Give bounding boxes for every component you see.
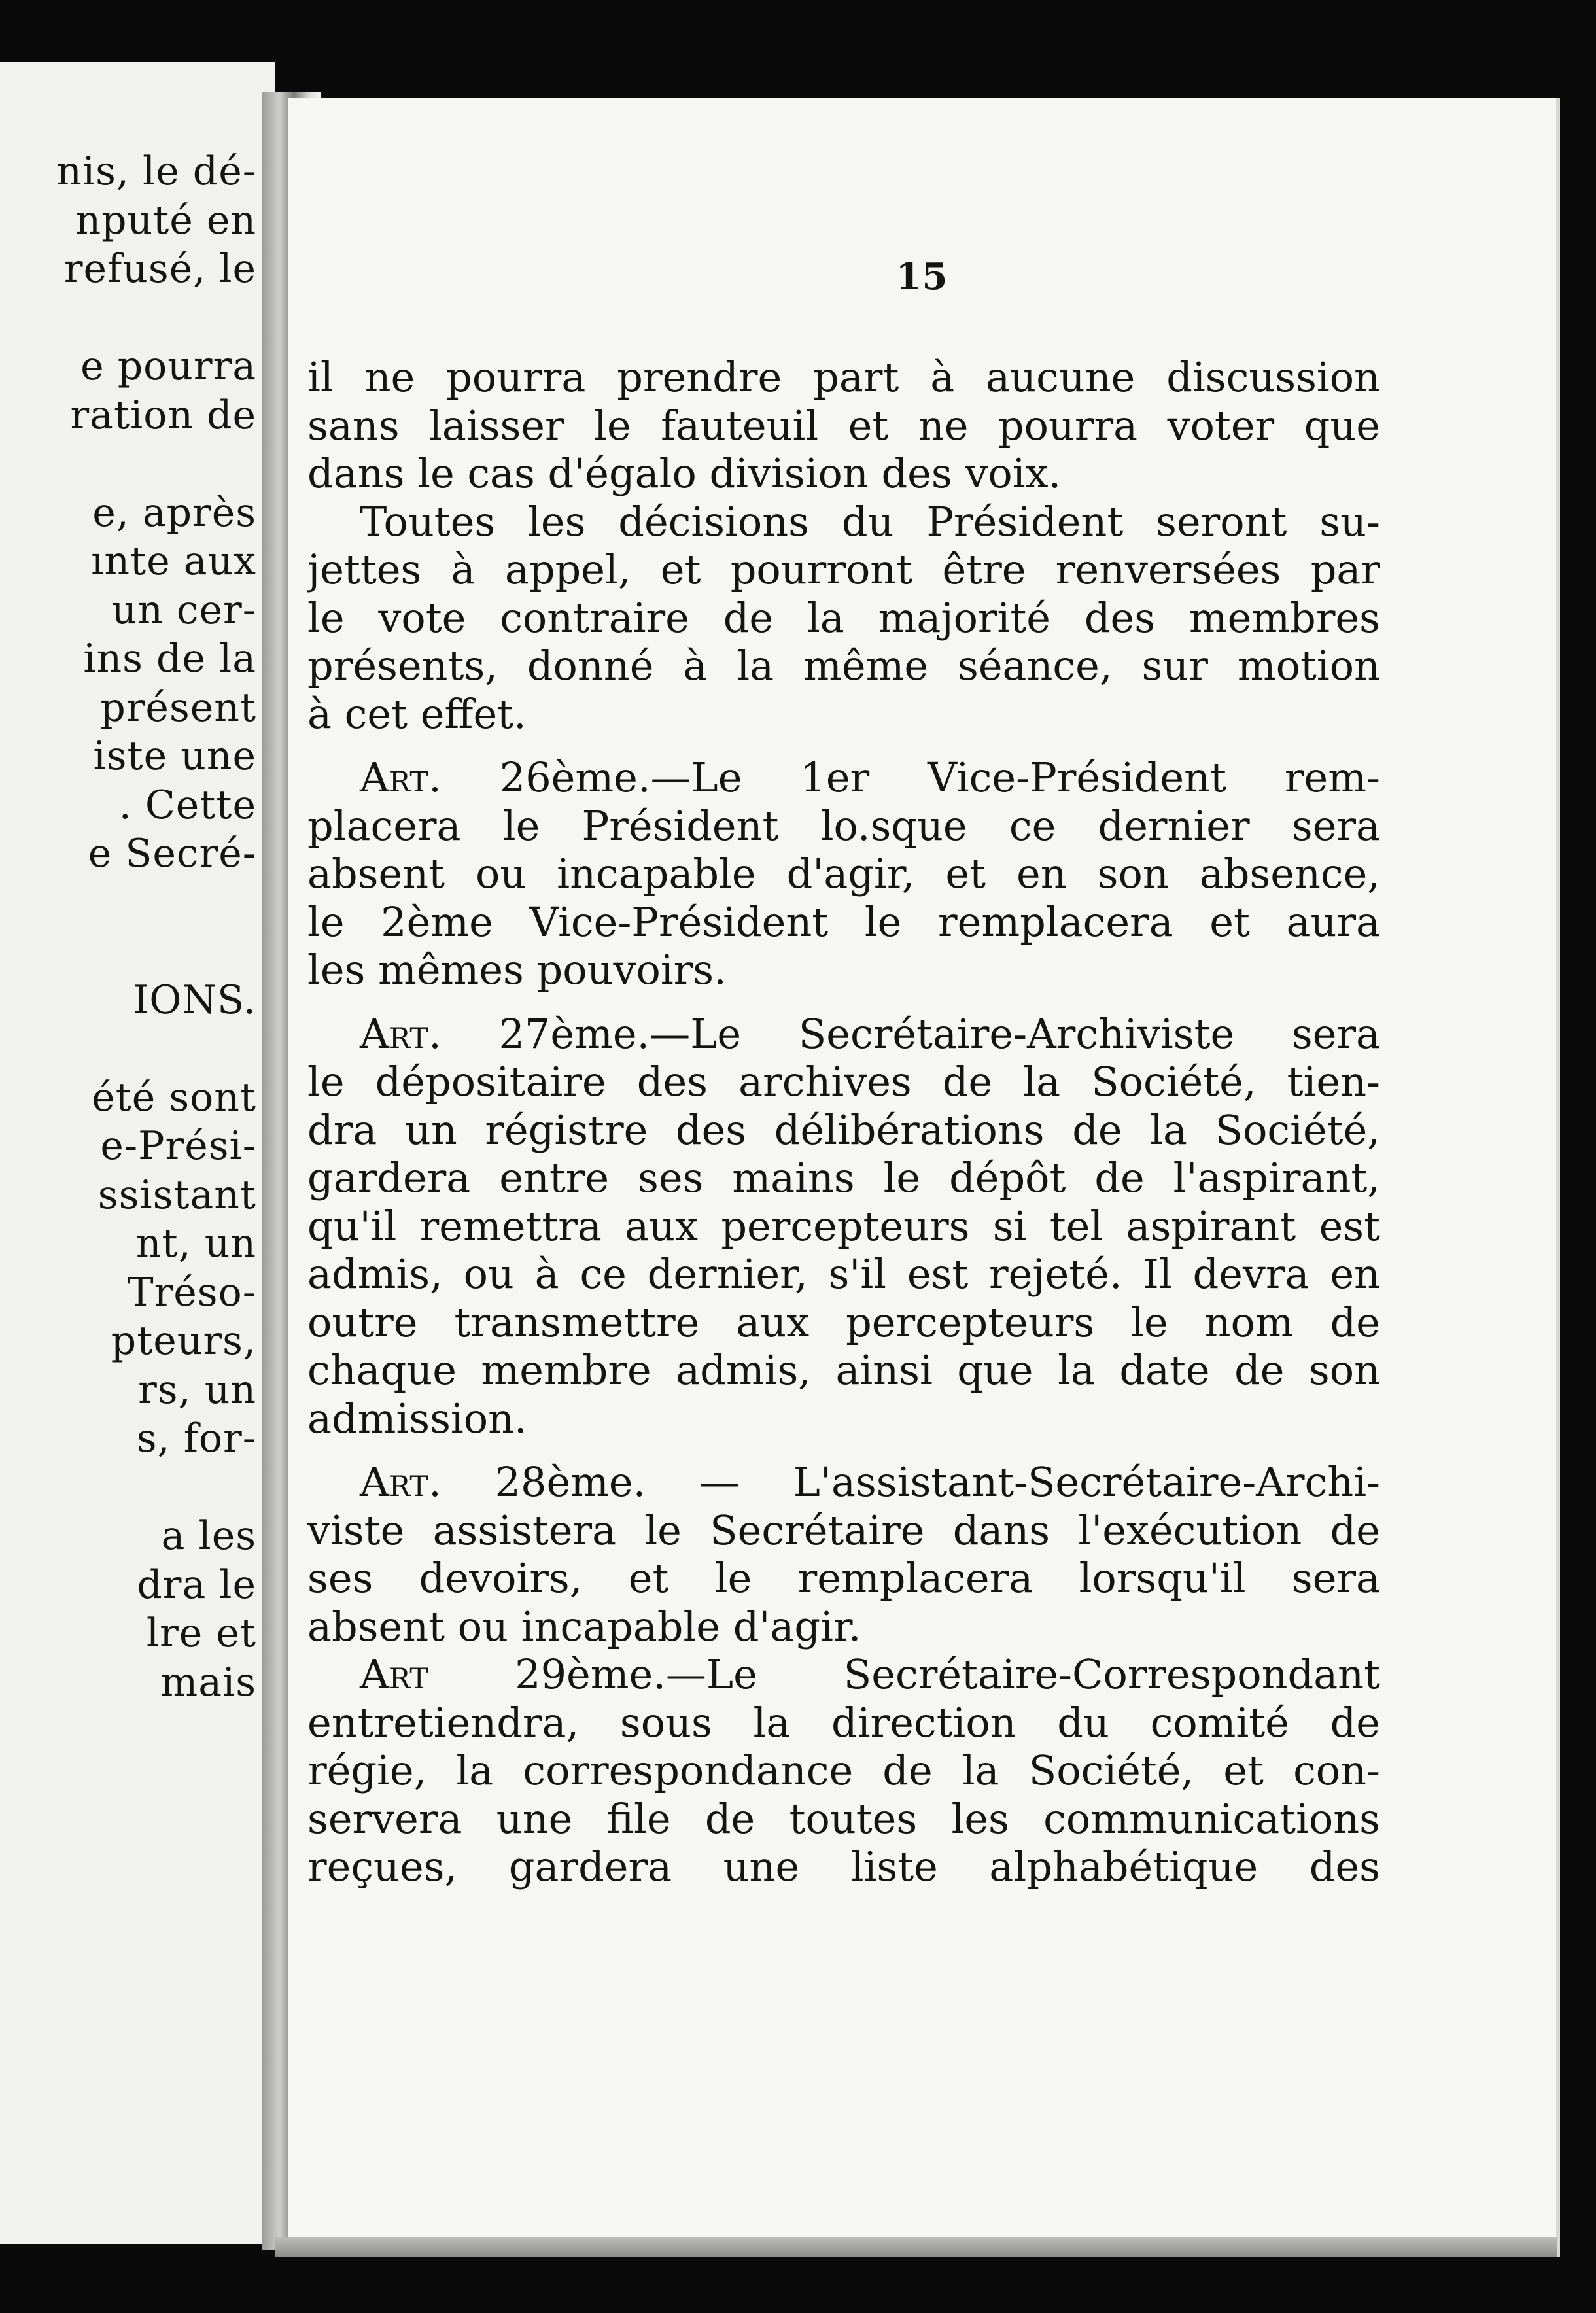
article-label: Art xyxy=(360,1650,429,1698)
article-label: Art. xyxy=(360,1009,442,1058)
left-page-line: ssistant xyxy=(97,1172,256,1218)
text-line xyxy=(307,642,1380,690)
left-page-line: ınte aux xyxy=(91,538,256,584)
article-label: Art. xyxy=(360,1458,442,1506)
text-line xyxy=(307,898,1380,947)
text-line xyxy=(307,594,1380,642)
text-line xyxy=(307,353,1380,402)
article-heading-line xyxy=(307,754,1380,802)
text-line xyxy=(307,1346,1380,1395)
line-text: présents, donné à la même séance, sur motion xyxy=(307,642,1380,689)
line-text: les mêmes pouvoirs. xyxy=(307,946,727,994)
line-text: admission. xyxy=(307,1394,527,1442)
line-text: sans laisser le fauteuil et ne pourra voter que xyxy=(307,401,1380,449)
text-line xyxy=(307,1747,1380,1795)
line-text: absent ou incapable d'agir. xyxy=(307,1602,861,1650)
left-page-line: e, après xyxy=(92,489,256,536)
text-line xyxy=(307,1699,1380,1747)
left-page-line: lre et xyxy=(146,1610,256,1656)
text-line xyxy=(307,449,1380,498)
text-line xyxy=(307,1250,1380,1298)
line-text: Toutes les décisions du Président seront su- xyxy=(360,497,1380,546)
text-line xyxy=(307,1603,1380,1651)
line-text: le 2ème Vice-Président le remplacera et aura xyxy=(307,897,1380,946)
article-label: Art. xyxy=(360,754,442,801)
left-page-line: rs, un xyxy=(138,1366,256,1413)
text-line xyxy=(307,1058,1380,1106)
line-text: outre transmettre aux percepteurs le nom de xyxy=(307,1298,1380,1346)
text-line xyxy=(307,546,1380,594)
paragraph-gap xyxy=(307,738,1380,754)
line-text: gardera entre ses mains le dépôt de l'aspirant, xyxy=(307,1154,1380,1202)
left-page-line: nt, un xyxy=(135,1221,256,1266)
text-line xyxy=(307,802,1380,850)
article-heading-line xyxy=(307,1458,1380,1506)
text-line xyxy=(307,402,1380,450)
left-page-line: refusé, le xyxy=(63,246,256,292)
line-text: 28ème. — L'assistant-Secrétaire-Archi- xyxy=(494,1458,1380,1506)
left-page-line: e-Prési- xyxy=(100,1123,256,1169)
left-page-line: ins de la xyxy=(83,636,256,682)
left-page-line: e Secré- xyxy=(88,831,256,877)
line-text: le dépositaire des archives de la Société, tien- xyxy=(307,1058,1380,1105)
line-text: à cet effet. xyxy=(307,689,527,738)
left-page-line: IONS. xyxy=(133,977,256,1023)
left-page-line: s, for- xyxy=(136,1416,256,1461)
page-bottom-edge xyxy=(275,2237,1557,2257)
text-line xyxy=(307,1395,1380,1443)
line-text: placera le Président lo.sque ce dernier sera xyxy=(307,801,1380,850)
left-page-line: Tréso- xyxy=(127,1269,256,1315)
text-line xyxy=(307,1795,1380,1843)
left-page-line: a les xyxy=(161,1513,256,1559)
left-page-line: été sont xyxy=(92,1074,256,1121)
text-line xyxy=(307,1202,1380,1251)
line-text: jettes à appel, et pourront être renversées par xyxy=(307,546,1380,593)
line-text: admis, ou à ce dernier, s'il est rejeté. Il devra en xyxy=(307,1250,1380,1298)
paragraph-gap xyxy=(307,1442,1380,1458)
line-text: 27ème.—Le Secrétaire-Archiviste sera xyxy=(498,1009,1380,1058)
article-heading-line xyxy=(307,1010,1380,1058)
text-line xyxy=(307,1154,1380,1202)
line-text: dans le cas d'égalo division des voix. xyxy=(307,449,1062,497)
left-page-line: présent xyxy=(100,684,256,731)
text-line xyxy=(307,850,1380,898)
left-page-line: dra le xyxy=(137,1561,256,1608)
text-line xyxy=(307,1843,1380,1891)
left-page-line: iste une xyxy=(93,733,256,779)
left-page-fragment xyxy=(0,62,275,2244)
text-line xyxy=(307,498,1380,546)
text-line xyxy=(307,1506,1380,1555)
line-text: le vote contraire de la majorité des membres xyxy=(307,593,1380,642)
line-text: absent ou incapable d'agir, et en son absence, xyxy=(307,850,1380,897)
line-text: chaque membre admis, ainsi que la date de son xyxy=(307,1346,1380,1394)
line-text: qu'il remettra aux percepteurs si tel aspirant est xyxy=(307,1202,1380,1250)
line-text: entretiendra, sous la direction du comité de xyxy=(307,1698,1380,1747)
line-text: viste assistera le Secrétaire dans l'exécution de xyxy=(307,1506,1380,1554)
left-page-line: mais xyxy=(160,1659,256,1705)
text-line xyxy=(307,1554,1380,1603)
page-number: 15 xyxy=(895,255,948,298)
body-text xyxy=(307,353,1380,1891)
article-heading-line xyxy=(307,1650,1380,1699)
left-page-line: un cer- xyxy=(111,587,256,633)
line-text: servera une file de toutes les communications xyxy=(307,1794,1380,1843)
left-page-line: ration de xyxy=(70,392,256,438)
left-page-line: e pourra xyxy=(80,343,256,389)
paragraph-gap xyxy=(307,994,1380,1010)
line-text: 26ème.—Le 1er Vice-Président rem- xyxy=(499,754,1380,801)
text-line xyxy=(307,1106,1380,1155)
line-text: 29ème.—Le Secrétaire-Correspondant xyxy=(515,1650,1380,1698)
line-text: régie, la correspondance de la Société, et con- xyxy=(307,1747,1380,1794)
left-page-line: nputé en xyxy=(75,197,256,243)
left-page-line: . Cette xyxy=(118,782,256,828)
left-page-line: pteurs, xyxy=(111,1318,256,1364)
line-text: il ne pourra prendre part à aucune discussion xyxy=(307,353,1380,401)
text-line xyxy=(307,1298,1380,1347)
line-text: ses devoirs, et le remplacera lorsqu'il sera xyxy=(307,1554,1380,1602)
text-line xyxy=(307,946,1380,994)
line-text: reçues, gardera une liste alphabétique des xyxy=(307,1843,1380,1890)
line-text: dra un régistre des délibérations de la Société, xyxy=(307,1105,1380,1154)
left-page-line: nis, le dé- xyxy=(56,148,256,194)
text-line xyxy=(307,690,1380,739)
